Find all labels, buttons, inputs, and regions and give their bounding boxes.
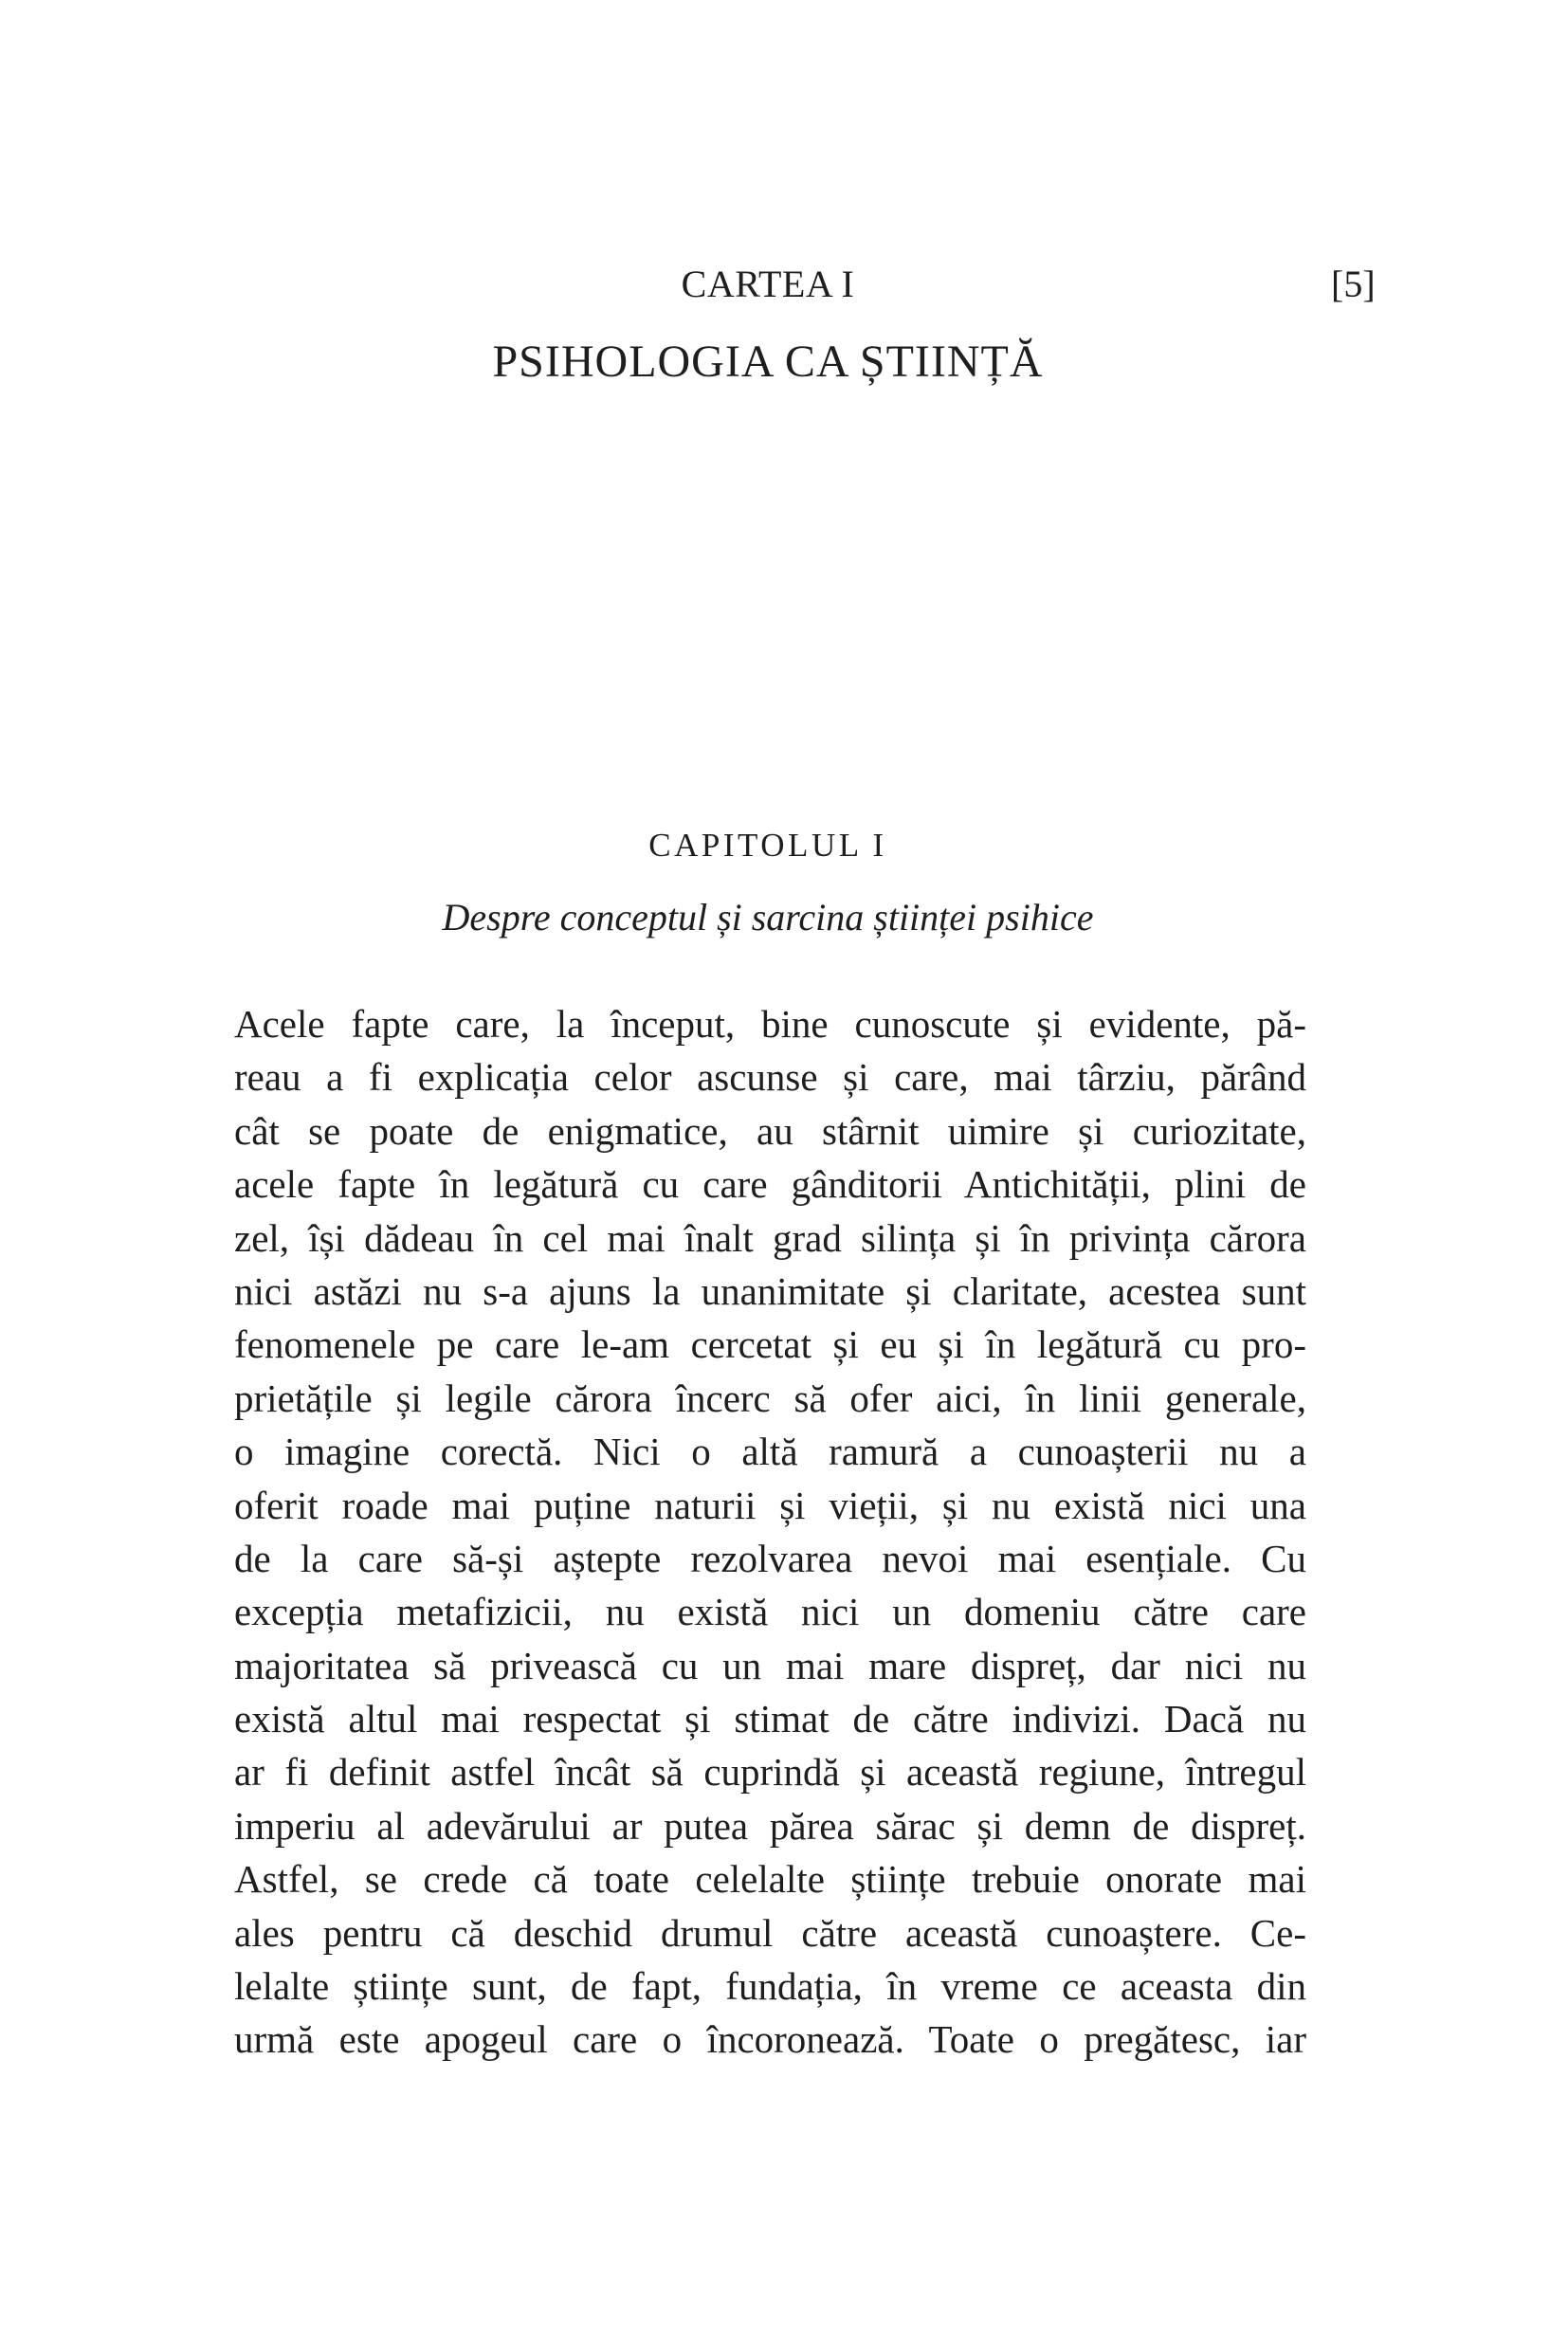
text-line: de la care să-și aștepte rezolvarea nevoi mai esențiale. Cu (234, 1536, 1306, 1580)
text-line: ar fi definit astfel încât să cuprindă și această regiune, întregul (234, 1750, 1306, 1795)
text-line: lelalte științe sunt, de fapt, fundația, în vreme ce aceasta din (234, 1964, 1306, 2009)
text-line: fenomenele pe care le-am cercetat și eu și în legătură cu pro- (234, 1322, 1306, 1367)
text-line: Acele fapte care, la început, bine cunoscute și evidente, pă- (234, 1002, 1306, 1046)
text-line: excepția metafizicii, nu există nici un domeniu către care (234, 1590, 1306, 1634)
text-line: acele fapte în legătură cu care gânditorii Antichității, plini de (234, 1162, 1306, 1207)
text-line: o imagine corectă. Nici o altă ramură a cunoașterii nu a (234, 1430, 1306, 1474)
text-line: urmă este apogeul care o încoronează. Toate o pregătesc, iar (234, 2017, 1306, 2062)
chapter-label: CAPITOLUL I (648, 827, 887, 864)
text-line: majoritatea să privească cu un mai mare dispreț, dar nici nu (234, 1643, 1306, 1687)
text-line: există altul mai respectat și stimat de către indivizi. Dacă nu (234, 1697, 1306, 1741)
page-number: [5] (1331, 263, 1376, 305)
text-line: Astfel, se crede că toate celelalte științe trebuie onorate mai (234, 1857, 1306, 1902)
text-line: imperiu al adevărului ar putea părea sărac și demn de dispreț. (234, 1803, 1306, 1848)
chapter-subtitle: Despre conceptul și sarcina științei psihice (442, 896, 1094, 939)
body-paragraph (234, 997, 1306, 2067)
book-title: PSIHOLOGIA CA ȘTIINȚĂ (492, 337, 1044, 387)
text-line: nici astăzi nu s-a ajuns la unanimitate și claritate, acestea sunt (234, 1268, 1306, 1313)
book-label: CARTEA I (681, 263, 855, 305)
text-line: cât se poate de enigmatice, au stârnit uimire și curiozitate, (234, 1108, 1306, 1153)
text-line: zel, își dădeau în cel mai înalt grad silința și în privința cărora (234, 1215, 1306, 1260)
text-line: prietățile și legile cărora încerc să ofer aici, în linii generale, (234, 1376, 1306, 1420)
text-line: ales pentru că deschid drumul către această cunoaștere. Ce- (234, 1910, 1306, 1955)
text-line: oferit roade mai puține naturii și vieții, și nu există nici una (234, 1483, 1306, 1527)
text-line: reau a fi explicația celor ascunse și care, mai târziu, părând (234, 1055, 1306, 1100)
